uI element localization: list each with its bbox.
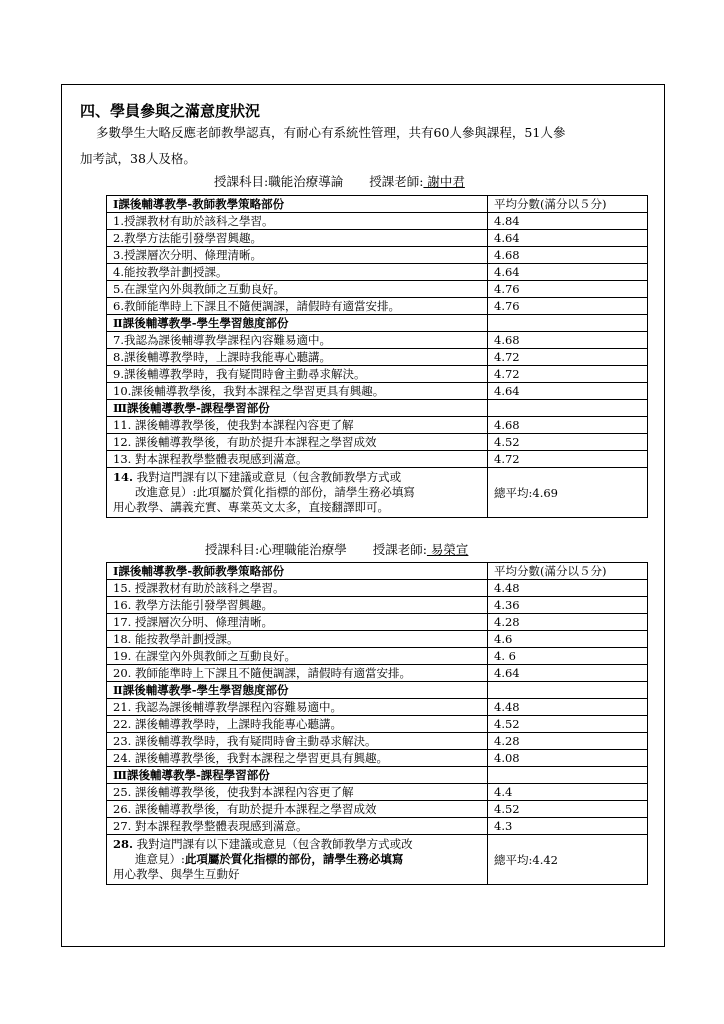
item-score: 4.36 <box>488 597 648 614</box>
table-row <box>107 665 648 682</box>
table-row <box>107 349 648 366</box>
course-2-subject: 授課科目:心理職能治療學 <box>205 542 347 557</box>
item-text: 15. 授課教材有助於該科之學習。 <box>107 580 488 597</box>
table-row <box>107 332 648 349</box>
item-score: 4.68 <box>488 332 648 349</box>
course-1-caption <box>214 172 465 190</box>
suggestion-cell <box>107 835 488 885</box>
intro-line-2: 加考試，38人及格。 <box>80 151 196 166</box>
item-text: 18. 能按教學計劃授課。 <box>107 631 488 648</box>
table-row <box>107 648 648 665</box>
item-text: 16. 教學方法能引發學習興趣。 <box>107 597 488 614</box>
course-1-subject: 授課科目:職能治療導論 <box>214 174 344 189</box>
score-header: 平均分數(滿分以５分) <box>488 196 648 213</box>
table-header-row <box>107 196 648 213</box>
part-title: Ⅲ課後輔導教學-課程學習部份 <box>107 400 488 417</box>
item-score: 4.28 <box>488 614 648 631</box>
item-text: 6.教師能準時上下課且不隨便調課，請假時有適當安排。 <box>107 298 488 315</box>
item-score: 4.3 <box>488 818 648 835</box>
item-text: 1.授課教材有助於該科之學習。 <box>107 213 488 230</box>
overall-average: 總平均:4.42 <box>488 835 648 885</box>
item-score: 4.4 <box>488 784 648 801</box>
table-row <box>107 451 648 468</box>
course-1-teacher-label: 授課老師: <box>369 174 424 189</box>
empty-cell <box>488 400 648 417</box>
course-2-teacher-name: 易榮宣 <box>426 542 469 557</box>
item-text: 20. 教師能準時上下課且不隨便調課，請假時有適當安排。 <box>107 665 488 682</box>
suggestion-line-2a: 改進意見）: <box>135 485 197 499</box>
empty-cell <box>488 315 648 332</box>
item-score: 4.68 <box>488 247 648 264</box>
item-score: 4.76 <box>488 298 648 315</box>
item-score: 4.28 <box>488 733 648 750</box>
part-title: Ⅲ課後輔導教學-課程學習部份 <box>107 767 488 784</box>
empty-cell <box>488 682 648 699</box>
item-text: 27. 對本課程教學整體表現感到滿意。 <box>107 818 488 835</box>
item-score: 4.52 <box>488 801 648 818</box>
table-row <box>107 631 648 648</box>
item-text: 24. 課後輔導教學後，我對本課程之學習更具有興趣。 <box>107 750 488 767</box>
suggestion-cell <box>107 468 488 518</box>
score-header: 平均分數(滿分以５分) <box>488 563 648 580</box>
suggestion-line-1: 我對這門課有以下建議或意見（包含教師教學方式或改 <box>133 837 413 851</box>
item-text: 25. 課後輔導教學後，使我對本課程內容更了解 <box>107 784 488 801</box>
item-score: 4.64 <box>488 264 648 281</box>
item-text: 9.課後輔導教學時，我有疑問時會主動尋求解決。 <box>107 366 488 383</box>
table-row <box>107 699 648 716</box>
part-title: Ⅱ課後輔導教學-學生學習態度部份 <box>107 682 488 699</box>
item-score: 4.84 <box>488 213 648 230</box>
table-row <box>107 417 648 434</box>
item-score: 4.64 <box>488 383 648 400</box>
item-score: 4. 6 <box>488 648 648 665</box>
table-row <box>107 383 648 400</box>
item-score: 4.48 <box>488 699 648 716</box>
item-text: 21. 我認為課後輔導教學課程內容難易適中。 <box>107 699 488 716</box>
item-text: 22. 課後輔導教學時，上課時我能專心聽講。 <box>107 716 488 733</box>
table-row <box>107 247 648 264</box>
part-title-row <box>107 767 648 784</box>
item-text: 3.授課層次分明、條理清晰。 <box>107 247 488 264</box>
item-text: 26. 課後輔導教學後，有助於提升本課程之學習成效 <box>107 801 488 818</box>
part-title-row <box>107 315 648 332</box>
table-row <box>107 801 648 818</box>
course-2-caption <box>205 540 468 558</box>
item-text: 23. 課後輔導教學時，我有疑問時會主動尋求解決。 <box>107 733 488 750</box>
item-text: 5.在課堂內外與教師之互動良好。 <box>107 281 488 298</box>
item-text: 11. 課後輔導教學後，使我對本課程內容更了解 <box>107 417 488 434</box>
table-row <box>107 597 648 614</box>
item-text: 17. 授課層次分明、條理清晰。 <box>107 614 488 631</box>
table-row <box>107 213 648 230</box>
item-text: 7.我認為課後輔導教學課程內容難易適中。 <box>107 332 488 349</box>
item-text: 13. 對本課程教學整體表現感到滿意。 <box>107 451 488 468</box>
suggestion-row <box>107 835 648 885</box>
item-score: 4.72 <box>488 366 648 383</box>
table-row <box>107 264 648 281</box>
course-1-teacher-name: 謝中君 <box>423 174 465 189</box>
suggestion-line-2b: 此項屬於質化指標的部份，請學生務必填寫 <box>196 485 415 499</box>
item-text: 8.課後輔導教學時，上課時我能專心聽講。 <box>107 349 488 366</box>
table-row <box>107 580 648 597</box>
suggestion-line-2a: 進意見）: <box>135 852 185 866</box>
table-row <box>107 366 648 383</box>
part-title: Ⅰ課後輔導教學-教師教學策略部份 <box>107 563 488 580</box>
course-2-table <box>106 562 648 885</box>
course-1-table <box>106 195 648 518</box>
item-score: 4.48 <box>488 580 648 597</box>
course-2-teacher-label: 授課老師: <box>372 542 427 557</box>
item-score: 4.64 <box>488 665 648 682</box>
table-row <box>107 750 648 767</box>
suggestion-response: 用心教學、講義充實、專業英文太多，直接翻譯即可。 <box>113 500 389 514</box>
item-score: 4.64 <box>488 230 648 247</box>
item-text: 2.教學方法能引發學習興趣。 <box>107 230 488 247</box>
table-row <box>107 733 648 750</box>
item-text: 19. 在課堂內外與教師之互動良好。 <box>107 648 488 665</box>
item-score: 4.52 <box>488 434 648 451</box>
table-row <box>107 298 648 315</box>
suggestion-line-2b: 此項屬於質化指標的部份，請學生務必填寫 <box>184 852 404 866</box>
table-row <box>107 818 648 835</box>
empty-cell <box>488 767 648 784</box>
part-title: Ⅰ課後輔導教學-教師教學策略部份 <box>107 196 488 213</box>
part-title-row <box>107 682 648 699</box>
item-score: 4.72 <box>488 349 648 366</box>
suggestion-number: 14. <box>113 470 134 484</box>
part-title-row <box>107 400 648 417</box>
item-text: 10.課後輔導教學後，我對本課程之學習更具有興趣。 <box>107 383 488 400</box>
item-score: 4.68 <box>488 417 648 434</box>
item-score: 4.08 <box>488 750 648 767</box>
suggestion-response: 用心教學、與學生互動好 <box>113 867 240 881</box>
table-header-row <box>107 563 648 580</box>
suggestion-number: 28. <box>113 837 134 851</box>
table-row <box>107 716 648 733</box>
item-score: 4.76 <box>488 281 648 298</box>
overall-average: 總平均:4.69 <box>488 468 648 518</box>
table-row <box>107 614 648 631</box>
item-score: 4.6 <box>488 631 648 648</box>
section-title: 四、學員參與之滿意度狀況 <box>80 102 261 120</box>
suggestion-row <box>107 468 648 518</box>
table-row <box>107 230 648 247</box>
table-row <box>107 784 648 801</box>
item-score: 4.72 <box>488 451 648 468</box>
item-text: 12. 課後輔導教學後，有助於提升本課程之學習成效 <box>107 434 488 451</box>
item-text: 4.能按教學計劃授課。 <box>107 264 488 281</box>
part-title: Ⅱ課後輔導教學-學生學習態度部份 <box>107 315 488 332</box>
table-row <box>107 434 648 451</box>
intro-line-1: 多數學生大略反應老師教學認真，有耐心有系統性管理，共有60人參與課程，51人參 <box>96 125 566 140</box>
item-score: 4.52 <box>488 716 648 733</box>
suggestion-line-1: 我對這門課有以下建議或意見（包含教師教學方式或 <box>133 470 402 484</box>
table-row <box>107 281 648 298</box>
